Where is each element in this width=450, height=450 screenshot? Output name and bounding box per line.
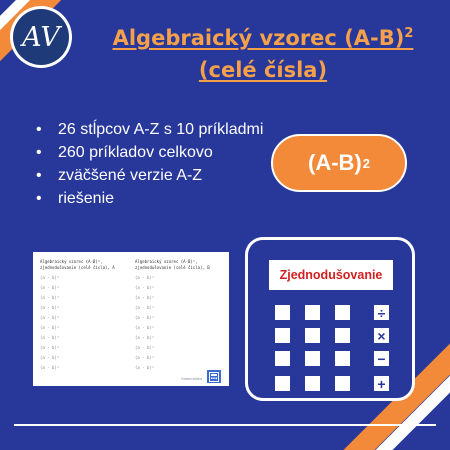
calculator-key — [335, 305, 350, 320]
calculator-key — [275, 376, 290, 391]
worksheet-column-a — [40, 259, 126, 371]
multiply-key: × — [374, 328, 389, 343]
feature-item: • 260 príkladov celkovo — [34, 141, 264, 164]
worksheet-item: (a - b)² — [135, 365, 155, 370]
calculator-key — [305, 305, 320, 320]
calculator-key — [275, 328, 290, 343]
logo — [10, 6, 72, 68]
worksheet-item: (a - b)² — [135, 335, 155, 340]
bottom-divider — [14, 424, 436, 426]
worksheet-item: (a - b)² — [40, 285, 60, 290]
title-exponent: 2 — [404, 26, 414, 41]
calculator-key — [335, 328, 350, 343]
worksheet-item: (a - b)² — [135, 325, 155, 330]
title-line-2: (celé čísla) — [198, 58, 328, 82]
feature-item: • riešenie — [34, 187, 264, 210]
calculator-screen: Zjednodušovanie — [269, 260, 393, 290]
worksheet-item: (a - b)² — [40, 335, 60, 340]
worksheet-item: (a - b)² — [40, 305, 60, 310]
worksheet-item: (a - b)² — [40, 345, 60, 350]
calculator-key — [335, 376, 350, 391]
worksheet-item: (a - b)² — [135, 275, 155, 280]
feature-item: • 26 stĺpcov A-Z s 10 príkladmi — [34, 118, 264, 141]
feature-list — [34, 118, 264, 210]
worksheet-item: (a - b)² — [135, 355, 155, 360]
worksheet-footer: Matematika — [181, 376, 202, 381]
calculator-icon — [207, 370, 221, 383]
calculator-key — [335, 351, 350, 366]
worksheet-item: (a - b)² — [135, 295, 155, 300]
worksheet-preview — [33, 252, 229, 386]
formula-badge — [271, 134, 407, 192]
worksheet-item: (a - b)² — [135, 315, 155, 320]
formula-badge-text: (A-B) — [308, 150, 362, 175]
title-line-1: Algebraický vzorec $(A-B)^2$ — [112, 26, 414, 50]
worksheet-item: (a - b)² — [135, 305, 155, 310]
worksheet-item: (a - b)² — [40, 355, 60, 360]
calculator-key — [305, 328, 320, 343]
calculator-key — [305, 351, 320, 366]
calculator-key — [275, 351, 290, 366]
formula-badge-exponent: 2 — [362, 155, 370, 171]
worksheet-item: (a - b)² — [135, 345, 155, 350]
worksheet-column-b — [135, 259, 221, 371]
calculator-key — [305, 376, 320, 391]
calculator-illustration — [245, 237, 415, 401]
worksheet-item: (a - b)² — [40, 365, 60, 370]
logo-text: AV — [13, 9, 69, 65]
worksheet-item: (a - b)² — [40, 295, 60, 300]
page-title — [88, 18, 438, 86]
feature-item: • zväčšené verzie A-Z — [34, 164, 264, 187]
worksheet-item: (a - b)² — [135, 285, 155, 290]
worksheet-item: (a - b)² — [40, 275, 60, 280]
worksheet-item: (a - b)² — [40, 325, 60, 330]
divide-key: ÷ — [374, 305, 389, 320]
worksheet-item: (a - b)² — [40, 315, 60, 320]
worksheet-heading: Algebraický vzorec (A-B)², zjednodušovanie (celé čísla), B — [135, 259, 210, 270]
minus-key: − — [374, 351, 389, 366]
worksheet-heading: Algebraický vzorec (A-B)², zjednodušovanie (celé čísla), A — [40, 259, 115, 270]
plus-key: + — [374, 376, 389, 391]
calculator-key — [275, 305, 290, 320]
